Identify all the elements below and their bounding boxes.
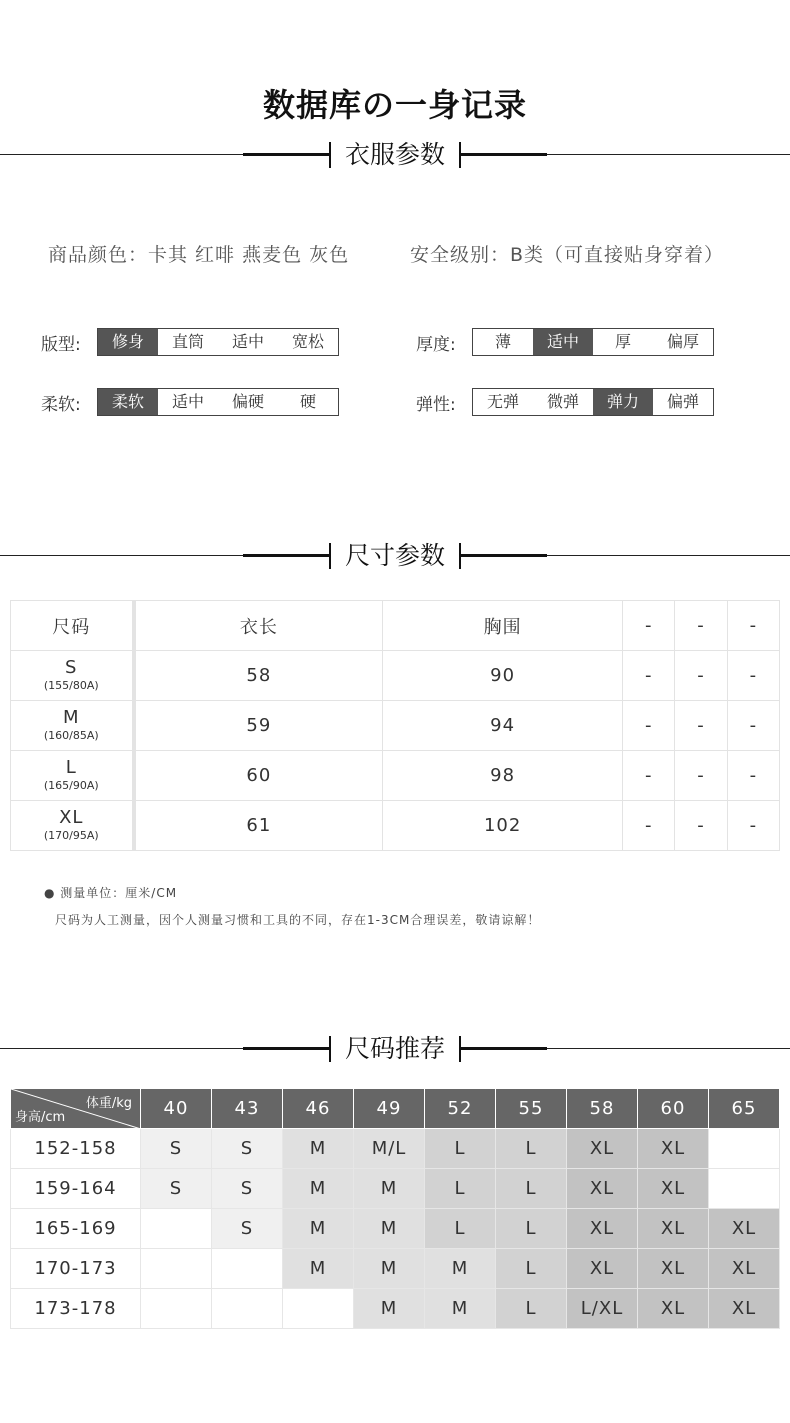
height-cell: 173-178 xyxy=(11,1289,141,1329)
size-name: XL xyxy=(59,806,84,828)
divider-bar-left xyxy=(329,1036,331,1062)
table-row xyxy=(11,1289,780,1329)
size-cell: XL xyxy=(709,1209,780,1249)
size-cell xyxy=(709,1129,780,1169)
size-cell: M xyxy=(425,1249,496,1289)
table-cell: 90 xyxy=(383,651,623,701)
table-cell: - xyxy=(675,801,727,851)
size-spec: (160/85A) xyxy=(43,728,99,742)
divider-right-thick xyxy=(461,1047,547,1050)
size-cell: XL xyxy=(567,1249,638,1289)
param-options xyxy=(97,388,339,416)
size-name: M xyxy=(62,706,80,728)
param-option: 无弹 xyxy=(486,392,519,411)
table-cell: 60 xyxy=(134,751,383,801)
param-options xyxy=(97,328,339,356)
param-options xyxy=(472,388,714,416)
size-cell: L xyxy=(496,1249,567,1289)
table-header-cell: 尺码 xyxy=(11,601,134,651)
size-cell: XL xyxy=(709,1249,780,1289)
size-cell: L xyxy=(425,1169,496,1209)
size-cell: S xyxy=(141,1169,212,1209)
weight-axis-label: 体重/kg xyxy=(85,1096,132,1111)
size-cell: L xyxy=(496,1169,567,1209)
size-name: S xyxy=(65,656,78,678)
size-cell xyxy=(11,651,134,701)
recommend-table xyxy=(10,1088,780,1329)
size-cell: M xyxy=(283,1129,354,1169)
weight-header: 55 xyxy=(496,1089,567,1129)
section-header-recommend xyxy=(0,1034,790,1064)
table-cell: - xyxy=(623,801,675,851)
unit-note: ● 测量单位：厘米/CM xyxy=(44,886,178,900)
table-row xyxy=(11,651,780,701)
param-option: 适中 xyxy=(171,392,204,411)
color-info: 商品颜色：卡其 红啡 燕麦色 灰色 xyxy=(48,244,350,266)
size-cell: M xyxy=(283,1209,354,1249)
size-cell: S xyxy=(212,1129,283,1169)
table-cell: - xyxy=(623,751,675,801)
size-cell: M xyxy=(354,1289,425,1329)
divider-left-thick xyxy=(243,153,329,156)
table-row xyxy=(11,1169,780,1209)
size-cell: M xyxy=(283,1249,354,1289)
table-row xyxy=(11,801,780,851)
table-header-cell: - xyxy=(675,601,727,651)
param-options xyxy=(472,328,714,356)
size-cell xyxy=(11,751,134,801)
param-option: 修身 xyxy=(98,329,158,355)
table-cell: - xyxy=(727,701,779,751)
size-cell: XL xyxy=(567,1169,638,1209)
param-option: 厚 xyxy=(614,332,631,351)
weight-header: 43 xyxy=(212,1089,283,1129)
table-cell: - xyxy=(727,751,779,801)
table-cell: - xyxy=(675,651,727,701)
param-label: 版型: xyxy=(41,334,81,355)
section-title: 尺寸参数 xyxy=(344,541,445,570)
size-cell: XL xyxy=(709,1289,780,1329)
size-cell: XL xyxy=(638,1249,709,1289)
table-row xyxy=(11,1249,780,1289)
height-cell: 165-169 xyxy=(11,1209,141,1249)
table-header-row xyxy=(11,601,780,651)
section-header-clothing xyxy=(0,140,790,170)
safety-info: 安全级别：B类（可直接贴身穿着） xyxy=(410,244,725,266)
size-cell: M xyxy=(354,1249,425,1289)
table-cell: - xyxy=(623,651,675,701)
size-cell xyxy=(141,1249,212,1289)
param-elasticity xyxy=(416,388,714,416)
divider-left xyxy=(0,1048,243,1049)
height-cell: 159-164 xyxy=(11,1169,141,1209)
size-table xyxy=(10,600,780,851)
size-cell: S xyxy=(212,1209,283,1249)
param-fit xyxy=(41,328,339,356)
size-cell: L xyxy=(425,1209,496,1249)
table-cell: 94 xyxy=(383,701,623,751)
table-header-cell: - xyxy=(623,601,675,651)
size-cell: L xyxy=(496,1129,567,1169)
divider-bar-left xyxy=(329,142,331,168)
size-cell xyxy=(283,1289,354,1329)
size-cell xyxy=(212,1249,283,1289)
size-cell: XL xyxy=(567,1209,638,1249)
size-cell: L xyxy=(425,1129,496,1169)
weight-header: 52 xyxy=(425,1089,496,1129)
size-cell: M xyxy=(283,1169,354,1209)
table-cell: 59 xyxy=(134,701,383,751)
table-header-cell: 胸围 xyxy=(383,601,623,651)
size-name: L xyxy=(65,756,77,778)
divider-right-thick xyxy=(461,554,547,557)
divider-right xyxy=(547,154,790,155)
divider-left-thick xyxy=(243,554,329,557)
divider-left xyxy=(0,154,243,155)
section-header-size xyxy=(0,541,790,571)
table-cell: - xyxy=(623,701,675,751)
param-option: 偏硬 xyxy=(231,392,264,411)
table-cell: 58 xyxy=(134,651,383,701)
param-label: 弹性: xyxy=(416,394,456,415)
size-cell: M xyxy=(354,1169,425,1209)
param-option: 弹力 xyxy=(593,389,653,415)
size-cell xyxy=(141,1209,212,1249)
param-label: 厚度: xyxy=(416,334,456,355)
table-row xyxy=(11,751,780,801)
table-cell: 98 xyxy=(383,751,623,801)
divider-right xyxy=(547,1048,790,1049)
size-spec: (155/80A) xyxy=(43,678,99,692)
param-softness xyxy=(41,388,339,416)
weight-header: 58 xyxy=(567,1089,638,1129)
table-cell: - xyxy=(675,701,727,751)
param-label: 柔软: xyxy=(41,394,81,415)
table-cell: - xyxy=(675,751,727,801)
divider-bar-left xyxy=(329,543,331,569)
param-option: 薄 xyxy=(494,332,511,351)
size-cell: XL xyxy=(567,1129,638,1169)
corner-cell xyxy=(11,1089,141,1129)
divider-right-thick xyxy=(461,153,547,156)
param-option: 偏厚 xyxy=(666,332,699,351)
size-cell: M/L xyxy=(354,1129,425,1169)
section-title: 尺码推荐 xyxy=(344,1034,445,1063)
param-option: 硬 xyxy=(299,392,316,411)
size-spec: (170/95A) xyxy=(43,828,99,842)
param-thickness xyxy=(416,328,714,356)
table-cell: - xyxy=(727,651,779,701)
weight-header: 46 xyxy=(283,1089,354,1129)
size-cell: L/XL xyxy=(567,1289,638,1329)
weight-header: 65 xyxy=(709,1089,780,1129)
page-title: 数据库の一身记录 xyxy=(262,86,527,124)
param-option: 偏弹 xyxy=(666,392,699,411)
divider-left-thick xyxy=(243,1047,329,1050)
table-header-cell: 衣长 xyxy=(134,601,383,651)
weight-header: 40 xyxy=(141,1089,212,1129)
param-option: 适中 xyxy=(231,332,264,351)
size-cell: S xyxy=(212,1169,283,1209)
size-cell: XL xyxy=(638,1289,709,1329)
table-row xyxy=(11,1129,780,1169)
param-option: 柔软 xyxy=(98,389,158,415)
size-cell: XL xyxy=(638,1129,709,1169)
size-cell: L xyxy=(496,1209,567,1249)
table-header-cell: - xyxy=(727,601,779,651)
param-option: 宽松 xyxy=(291,332,324,351)
table-row xyxy=(11,701,780,751)
height-cell: 170-173 xyxy=(11,1249,141,1289)
size-cell xyxy=(212,1289,283,1329)
size-spec: (165/90A) xyxy=(43,778,99,792)
size-cell: M xyxy=(425,1289,496,1329)
param-option: 适中 xyxy=(533,329,593,355)
param-option: 直筒 xyxy=(171,332,204,351)
divider-left xyxy=(0,555,243,556)
weight-header: 60 xyxy=(638,1089,709,1129)
size-cell: XL xyxy=(638,1169,709,1209)
table-cell: 102 xyxy=(383,801,623,851)
size-cell: M xyxy=(354,1209,425,1249)
height-axis-label: 身高/cm xyxy=(15,1110,66,1125)
size-cell xyxy=(709,1169,780,1209)
table-cell: 61 xyxy=(134,801,383,851)
size-cell xyxy=(11,701,134,751)
size-cell: S xyxy=(141,1129,212,1169)
disclaimer-note: 尺码为人工测量，因个人测量习惯和工具的不同，存在1-3CM合理误差，敬请谅解！ xyxy=(55,913,541,927)
size-cell: L xyxy=(496,1289,567,1329)
size-cell xyxy=(11,801,134,851)
divider-right xyxy=(547,555,790,556)
table-cell: - xyxy=(727,801,779,851)
height-cell: 152-158 xyxy=(11,1129,141,1169)
section-title: 衣服参数 xyxy=(344,140,445,169)
size-cell: XL xyxy=(638,1209,709,1249)
param-option: 微弹 xyxy=(546,392,579,411)
table-row xyxy=(11,1209,780,1249)
weight-header: 49 xyxy=(354,1089,425,1129)
size-cell xyxy=(141,1289,212,1329)
table-header-row xyxy=(11,1089,780,1129)
